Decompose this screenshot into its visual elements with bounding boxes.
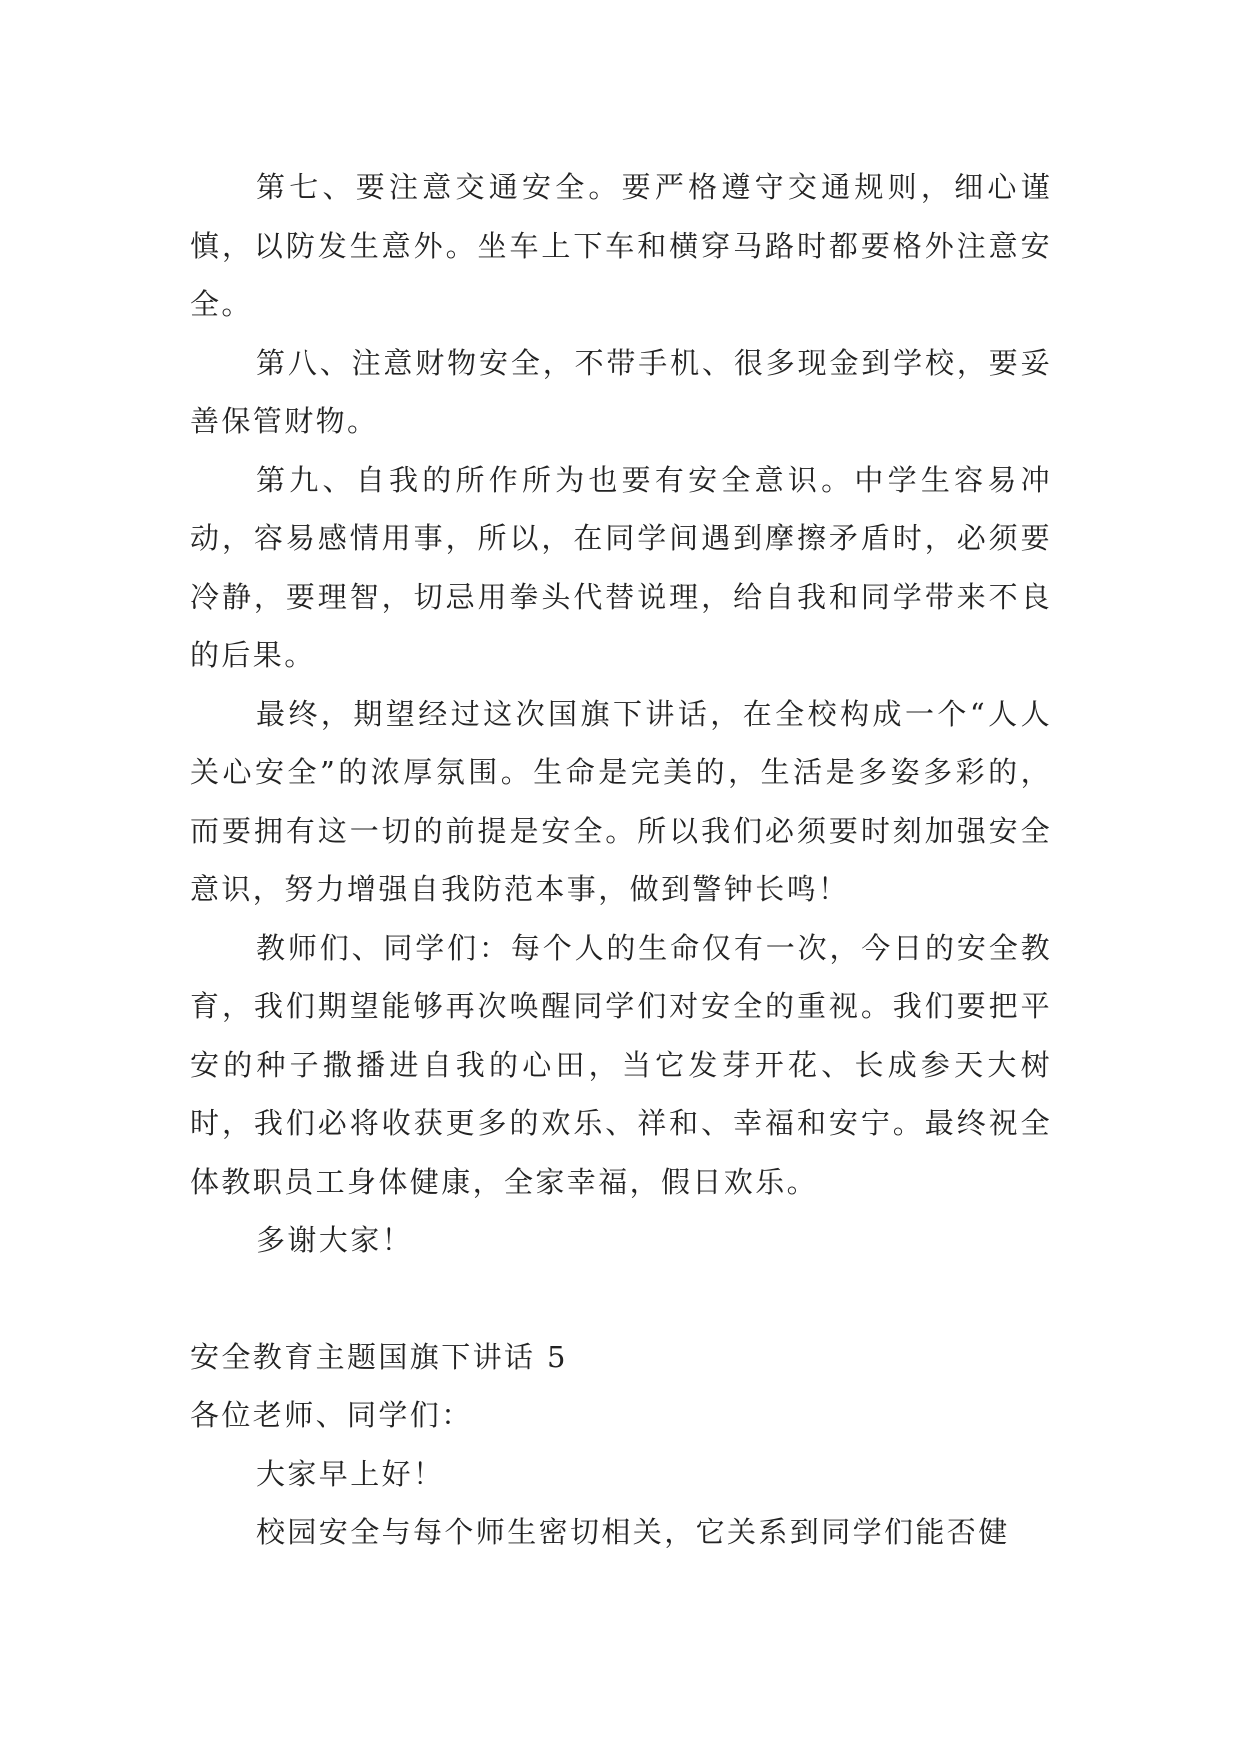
paragraph-thanks: 多谢大家！	[256, 1223, 414, 1257]
paragraph-campus-safety: 校园安全与每个师生密切相关，它关系到同学们能否健	[256, 1515, 1010, 1549]
greeting: 大家早上好！	[256, 1456, 445, 1491]
paragraph-teachers-students: 教师们、同学们：每个人的生命仅有一次，今日的安全教育，我们期望能够再次唤醒同学们对安全的重视。我们要把平安的种子撒播进自我的心田，当它发芽开花、长成参天大树时，我们必将收获更多的欢乐、祥和、幸福和安宁。最终祝全体教职员工身体健康，全家幸福，假日欢乐。	[190, 930, 1052, 1199]
document-body	[190, 158, 1052, 1562]
section-spacer	[190, 1270, 1052, 1328]
section-title: 安全教育主题国旗下讲话 5	[190, 1339, 568, 1374]
paragraph-self-awareness: 第九、自我的所作所为也要有安全意识。中学生容易冲动，容易感情用事，所以，在同学间遇到摩擦矛盾时，必须要冷静，要理智，切忌用拳头代替说理，给自我和同学带来不良的后果。	[190, 462, 1052, 672]
paragraph-property-safety: 第八、注意财物安全，不带手机、很多现金到学校，要妥善保管财物。	[190, 345, 1052, 438]
paragraph-traffic-safety: 第七、要注意交通安全。要严格遵守交通规则，细心谨慎，以防发生意外。坐车上下车和横穿马路时都要格外注意安全。	[190, 170, 1052, 321]
salutation: 各位老师、同学们：	[190, 1398, 473, 1432]
paragraph-conclusion: 最终，期望经过这次国旗下讲话，在全校构成一个“人人关心安全”的浓厚氛围。生命是完美的，生活是多姿多彩的，而要拥有这一切的前提是安全。所以我们必须要时刻加强安全意识，努力增强自我防范本事，做到警钟长鸣！	[190, 696, 1052, 906]
